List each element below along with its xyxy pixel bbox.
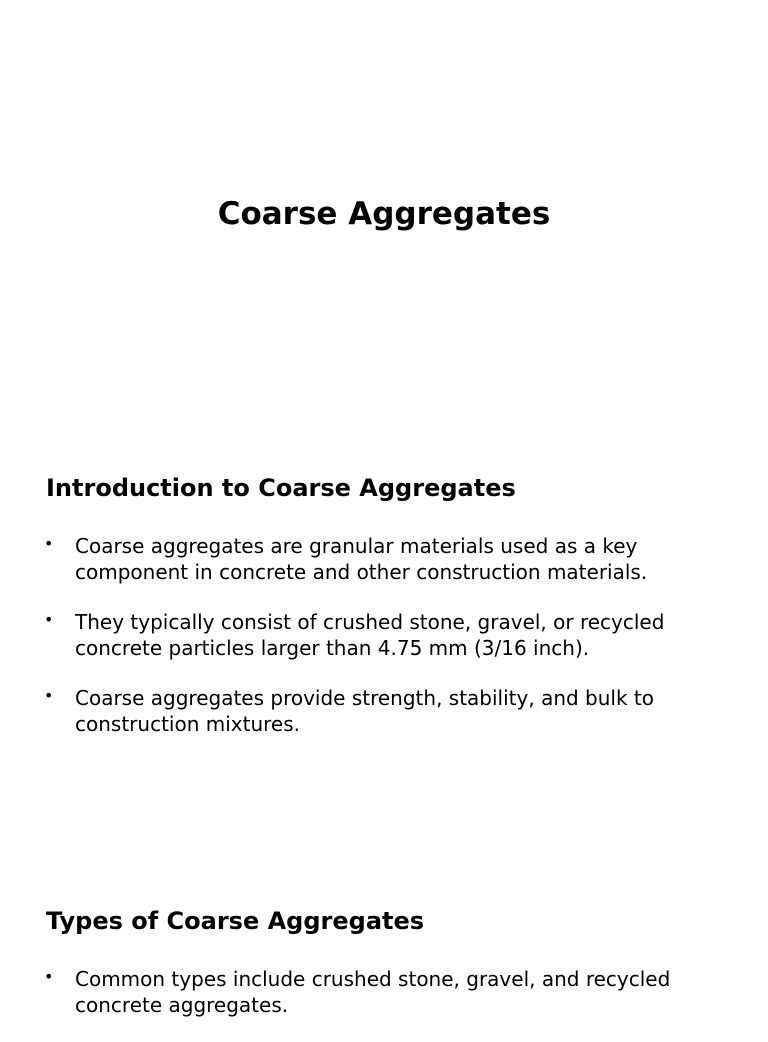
list-item (0, 533, 768, 585)
page-title: Coarse Aggregates (217, 196, 551, 232)
list-item (0, 609, 768, 661)
bullet-icon: • (44, 534, 54, 553)
bullet-list-types (0, 966, 768, 1042)
bullet-icon: • (44, 610, 54, 629)
bullet-text: Common types include crushed stone, gravel, and recycled concrete aggregates. (75, 967, 671, 1017)
bullet-icon: • (44, 686, 54, 705)
list-item (0, 966, 768, 1018)
bullet-text: Coarse aggregates are granular materials used as a key component in concrete and other construction materials. (75, 534, 648, 584)
bullet-text: Coarse aggregates provide strength, stability, and bulk to construction mixtures. (75, 686, 654, 736)
section-heading-types: Types of Coarse Aggregates (46, 907, 425, 935)
list-item (0, 685, 768, 737)
bullet-icon: • (44, 967, 54, 986)
bullet-text: They typically consist of crushed stone, gravel, or recycled concrete particles larger than 4.75 mm (3/16 inch). (75, 610, 665, 660)
section-heading-introduction: Introduction to Coarse Aggregates (46, 474, 516, 502)
bullet-list-introduction (0, 533, 768, 761)
